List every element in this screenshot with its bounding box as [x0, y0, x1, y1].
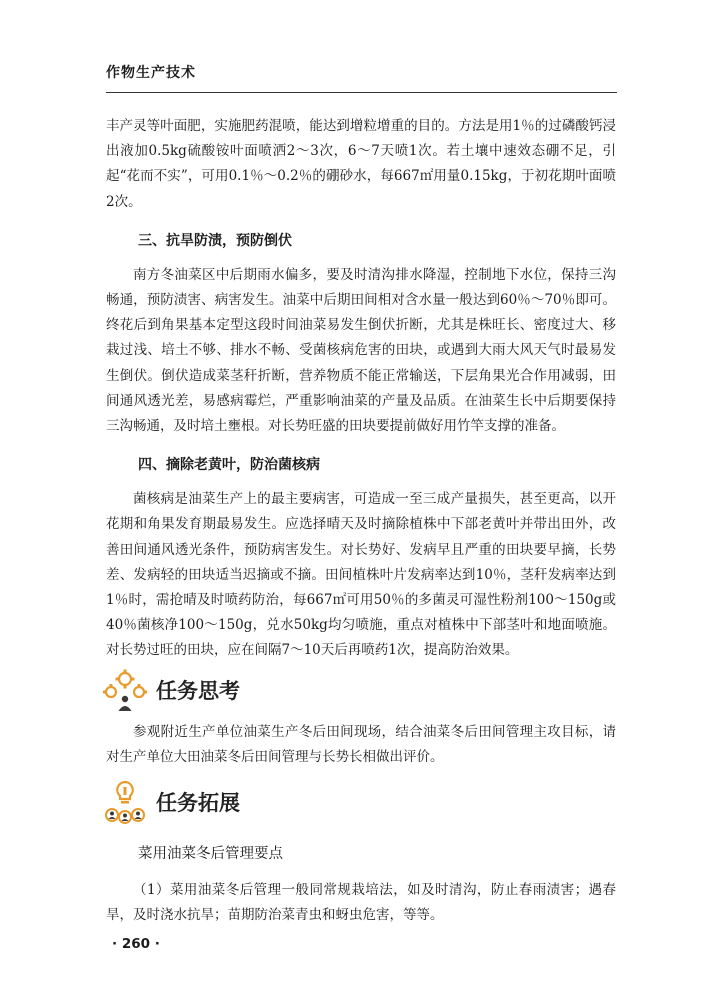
- section-3-paragraph: 南方冬油菜区中后期雨水偏多，要及时清沟排水降湿，控制地下水位，保持三沟畅通，预防渍害、病害发生。油菜中后期田间相对含水量一般达到60％～70％即可。终花后到角果基本定型这段时间油菜易发生倒伏折断，尤其是株旺长、密度过大、移栽过浅、培土不够、排水不畅、受菌核病危害的田块，或遇到大雨大风天气时最易发生倒伏。倒伏造成菜茎秆折断，营养物质不能正常输送，下层角果光合作用减弱，田间通风透光差，易感病霉烂，严重影响油菜的产量及品质。在油菜生长中后期要保持三沟畅通，及时培土壅根。对长势旺盛的田块要提前做好用竹竿支撑的准备。: [106, 266, 616, 435]
- extension-subheading: 菜用油菜冬后管理要点: [138, 846, 283, 863]
- page-body: [106, 114, 616, 928]
- gears-people-icon: [100, 665, 150, 715]
- section-heading-4: 四、摘除老黄叶，防治菌核病: [138, 457, 320, 474]
- extension-paragraph: （1）菜用油菜冬后管理一般同常规栽培法，如及时清沟，防止春雨渍害；遇春旱，及时浇水抗旱；苗期防治菜青虫和蚜虫危害，等等。: [106, 882, 616, 924]
- task-extension-heading: [100, 776, 616, 828]
- section-heading-3: 三、抗旱防渍，预防倒伏: [138, 232, 292, 249]
- task-extension-title: 任务拓展: [156, 790, 240, 816]
- paragraph-continued: 丰产灵等叶面肥，实施肥药混喷，能达到增粒增重的目的。方法是用1％的过磷酸钙浸出液加0.5kg硫酸铵叶面喷洒2～3次，6～7天喷1次。若土壤中速效态硼不足，引起“花而不实”，可用0.1％～0.2％的硼砂水，每667㎡用量0.15kg，于初花期叶面喷2次。: [106, 118, 616, 210]
- task-thinking-heading: [100, 664, 616, 716]
- page-number: · 260 ·: [112, 936, 160, 952]
- header-rule: [106, 92, 617, 93]
- running-header: 作物生产技术: [106, 65, 196, 81]
- task-thinking-title: 任务思考: [156, 677, 240, 703]
- task-thinking-paragraph: 参观附近生产单位油菜生产冬后田间现场，结合油菜冬后田间管理主攻目标，请对生产单位大田油菜冬后田间管理与长势长相做出评价。: [106, 723, 616, 765]
- section-4-paragraph: 菌核病是油菜生产上的最主要病害，可造成一至三成产量损失，甚至更高，以开花期和角果发育期最易发生。应选择晴天及时摘除植株中下部老黄叶并带出田外，改善田间通风透光条件，预防病害发生。对长势好、发病早且严重的田块要早摘，长势差、发病轻的田块适当迟摘或不摘。田间植株叶片发病率达到10％，茎秆发病率达到1％时，需抢晴及时喷药防治，每667㎡可用50％的多菌灵可湿性粉剂100～150g或40％菌核净100～150g，兑水50kg均匀喷施，重点对植株中下部茎叶和地面喷施。对长势过旺的田块，应在间隔7～10天后再喷药1次，提高防治效果。: [106, 491, 616, 659]
- lightbulb-people-icon: [100, 777, 150, 827]
